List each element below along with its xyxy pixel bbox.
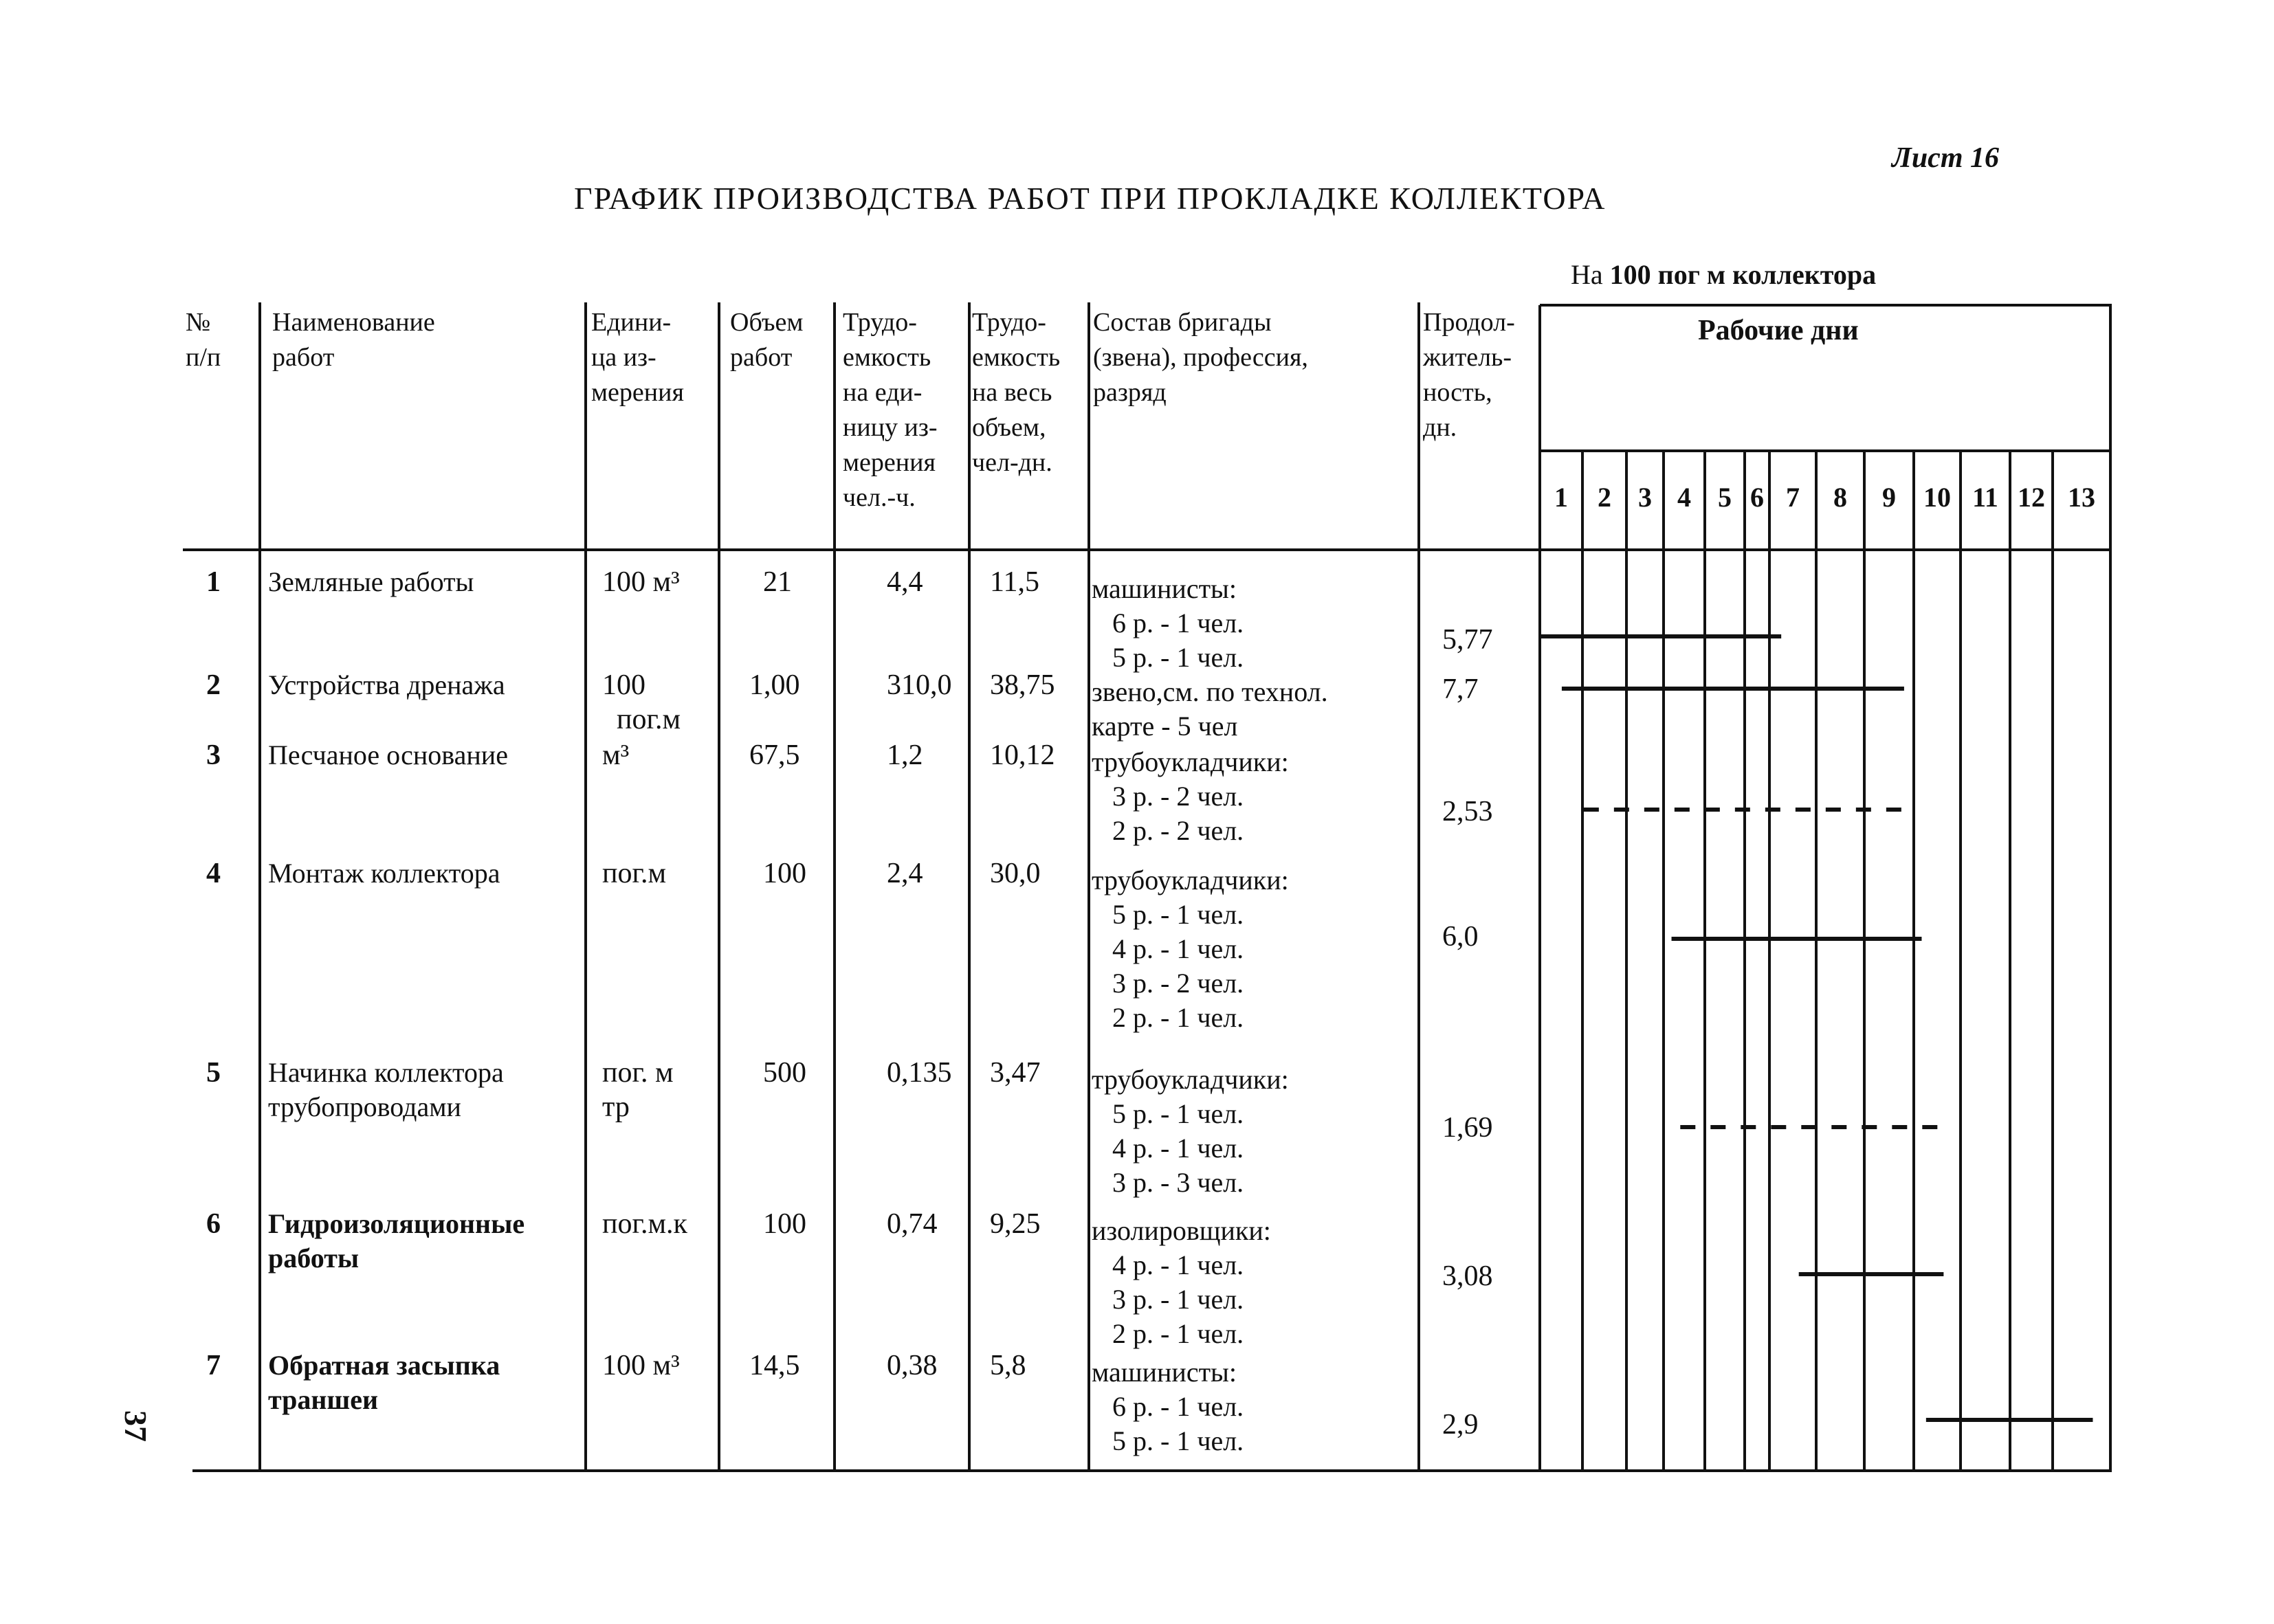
row-3-n: 3 — [206, 739, 221, 771]
row-2-n: 2 — [206, 669, 221, 701]
row-1-duration: 5,77 — [1442, 624, 1493, 656]
row-6-n: 6 — [206, 1208, 221, 1240]
row-6-labor-unit: 0,74 — [887, 1208, 938, 1240]
row-7-crew: машинисты: 6 р. - 1 чел. 5 р. - 1 чел. — [1092, 1357, 1244, 1456]
sheet-label: Лист 16 — [1892, 142, 1999, 174]
row-6-volume: 100 — [763, 1208, 806, 1240]
row-2-labor-unit: 310,0 — [887, 669, 952, 701]
page-title: ГРАФИК ПРОИЗВОДСТВА РАБОТ ПРИ ПРОКЛАДКЕ КОЛЛЕКТОРА — [574, 181, 1607, 216]
header-unit: Едини- ца из- мерения — [591, 308, 684, 407]
header-volume: Объем работ — [730, 308, 804, 372]
row-1-labor-total: 11,5 — [990, 566, 1039, 598]
day-number: 5 — [1718, 482, 1732, 513]
row-5-labor-unit: 0,135 — [887, 1057, 952, 1089]
row-1-unit: 100 м³ — [602, 566, 680, 598]
row-2-name: Устройства дренажа — [268, 669, 505, 700]
header-name: Наименование работ — [272, 308, 435, 372]
row-3-labor-unit: 1,2 — [887, 739, 923, 771]
header-num: № п/п — [186, 308, 221, 372]
note-rest: пог м коллектора — [1657, 259, 1877, 290]
row-5-name: Начинка коллектора трубопроводами — [268, 1057, 504, 1122]
day-number: 9 — [1882, 482, 1896, 513]
row-5-duration: 1,69 — [1442, 1112, 1493, 1144]
row-1-labor-unit: 4,4 — [887, 566, 923, 598]
day-number: 6 — [1750, 482, 1764, 513]
row-5-labor-total: 3,47 — [990, 1057, 1041, 1089]
row-4-duration: 6,0 — [1442, 921, 1479, 953]
row-1-n: 1 — [206, 566, 221, 598]
row-2-duration: 7,7 — [1442, 674, 1479, 705]
day-number: 13 — [2068, 482, 2095, 513]
row-6-name: Гидроизоляционные работы — [268, 1208, 525, 1273]
row-6-crew: изолировщики: 4 р. - 1 чел. 3 р. - 1 чел. 2 р. - 1 чел. — [1092, 1215, 1271, 1349]
row-3-name: Песчаное основание — [268, 739, 508, 770]
row-7-labor-total: 5,8 — [990, 1350, 1026, 1381]
row-1-volume: 21 — [763, 566, 792, 598]
row-6-labor-total: 9,25 — [990, 1208, 1041, 1240]
row-7-unit: 100 м³ — [602, 1350, 680, 1381]
row-2-labor-total: 38,75 — [990, 669, 1055, 701]
row-7-name: Обратная засыпка траншеи — [268, 1350, 500, 1415]
row-2-unit: 100 пог.м — [602, 669, 681, 735]
row-3-crew: трубоукладчики: 3 р. - 2 чел. 2 р. - 2 чел. — [1092, 746, 1289, 846]
row-6-unit: пог.м.к — [602, 1208, 687, 1240]
day-number: 3 — [1638, 482, 1652, 513]
header-crew: Состав бригады (звена), профессия, разряд — [1093, 308, 1308, 407]
row-5-volume: 500 — [763, 1057, 806, 1089]
note-value: 100 — [1609, 259, 1651, 290]
row-4-unit: пог.м — [602, 858, 667, 889]
row-3-duration: 2,53 — [1442, 796, 1493, 827]
row-4-n: 4 — [206, 858, 221, 889]
row-4-labor-unit: 2,4 — [887, 858, 923, 889]
row-4-labor-total: 30,0 — [990, 858, 1041, 889]
day-number: 11 — [1972, 482, 1998, 513]
day-number: 10 — [1923, 482, 1951, 513]
day-number: 12 — [2018, 482, 2045, 513]
header-labor-total: Трудо- емкость на весь объем, чел-дн. — [972, 308, 1061, 477]
row-6-duration: 3,08 — [1442, 1260, 1493, 1292]
row-5-unit: пог. м тр — [602, 1057, 674, 1123]
row-3-unit: м³ — [602, 739, 630, 771]
page-number: 37 — [118, 1410, 153, 1442]
row-4-crew: трубоукладчики: 5 р. - 1 чел. 4 р. - 1 чел. 3 р. - 2 чел. 2 р. - 1 чел. — [1092, 865, 1289, 1033]
day-number: 7 — [1786, 482, 1800, 513]
day-number: 8 — [1833, 482, 1847, 513]
row-2-volume: 1,00 — [749, 669, 800, 701]
row-7-n: 7 — [206, 1350, 221, 1381]
row-1-name: Земляные работы — [268, 566, 474, 597]
header-labor-unit: Трудо- емкость на еди- ницу из- мерения чел.-ч. — [843, 308, 938, 512]
day-number: 2 — [1598, 482, 1611, 513]
row-7-volume: 14,5 — [749, 1350, 800, 1381]
row-4-name: Монтаж коллектора — [268, 858, 500, 889]
note-prefix: На — [1571, 259, 1603, 290]
row-5-crew: трубоукладчики: 5 р. - 1 чел. 4 р. - 1 чел. 3 р. - 3 чел. — [1092, 1064, 1289, 1198]
row-7-duration: 2,9 — [1442, 1409, 1479, 1441]
row-3-volume: 67,5 — [749, 739, 800, 771]
row-4-volume: 100 — [763, 858, 806, 889]
row-2-crew: звено,см. по технол. карте - 5 чел — [1092, 676, 1328, 742]
header-days: Рабочие дни — [1698, 315, 1859, 346]
day-number: 4 — [1677, 482, 1691, 513]
day-number: 1 — [1554, 482, 1568, 513]
header-duration: Продол- житель- ность, дн. — [1423, 308, 1515, 442]
row-1-crew: машинисты: 6 р. - 1 чел. 5 р. - 1 чел. — [1092, 573, 1244, 673]
row-3-labor-total: 10,12 — [990, 739, 1055, 771]
row-5-n: 5 — [206, 1057, 221, 1089]
row-7-labor-unit: 0,38 — [887, 1350, 938, 1381]
